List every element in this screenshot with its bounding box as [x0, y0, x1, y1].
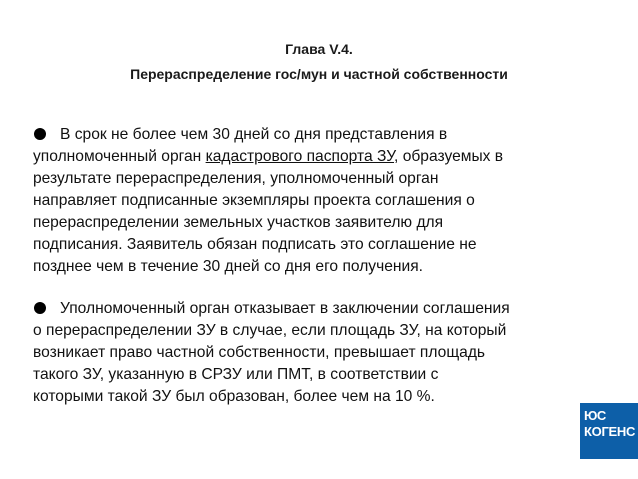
bullet-line [33, 146, 598, 168]
bullet-line: возникает право частной собственности, превышает площадь [33, 344, 486, 361]
chapter-heading: Глава V.4. [285, 41, 353, 57]
bullet-line: такого ЗУ, указанную в СРЗУ или ПМТ, в соответствии с [33, 366, 439, 383]
bullet-line: которыми такой ЗУ был образован, более чем на 10 %. [33, 388, 435, 405]
company-logo [580, 403, 638, 459]
bullet-text: В срок не более чем 30 дней со дня представления в [60, 126, 448, 143]
bullet-line: направляет подписанные экземпляры проекта соглашения о [33, 192, 475, 209]
slide-title [0, 37, 638, 87]
bullet-line: перераспределении земельных участков заявителю для [33, 214, 444, 231]
bullet-item [33, 124, 598, 278]
bullet-line: о перераспределении ЗУ в случае, если площадь ЗУ, на который [33, 322, 507, 339]
chapter-subtitle: Перераспределение гос/мун и частной собственности [130, 66, 508, 82]
bullet-line: позднее чем в течение 30 дней со дня его получения. [33, 258, 424, 275]
bullet-dot-icon [34, 302, 46, 314]
logo-text: ЮС [584, 408, 607, 423]
bullet-text: уполномоченный орган [33, 148, 206, 165]
bullet-line [33, 124, 598, 146]
bullet-item [33, 298, 598, 408]
bullet-text: , образуемых в [394, 148, 504, 165]
cadastral-passport-link[interactable]: кадастрового паспорта ЗУ [205, 148, 395, 165]
logo-text: КОГЕНС [584, 424, 636, 439]
bullet-line: подписания. Заявитель обязан подписать это соглашение не [33, 236, 477, 253]
bullet-dot-icon [34, 128, 46, 140]
bullet-line [33, 298, 598, 320]
bullet-text: Уполномоченный орган отказывает в заключении соглашения [60, 300, 510, 317]
bullet-line: результате перераспределения, уполномоченный орган [33, 170, 439, 187]
